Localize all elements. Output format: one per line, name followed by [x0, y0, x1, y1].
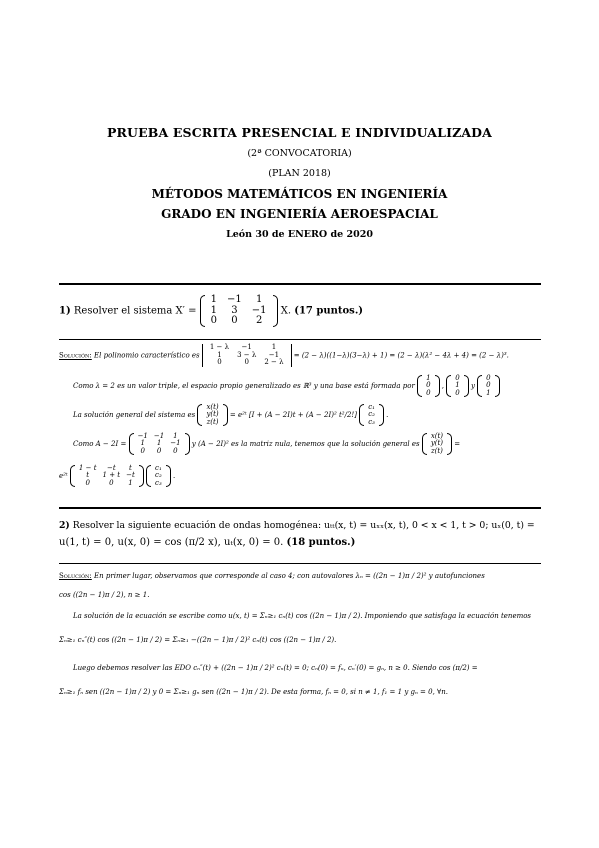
a-minus-2i-matrix: −1 −1 1 1 1 −1 0 0 0 — [129, 433, 190, 455]
problem-1-matrix: 1 −1 1 1 3 −1 0 0 2 — [200, 295, 278, 327]
problem-2-line-2: u(1, t) = 0, u(x, 0) = cos (π/2 x), uₜ(x, 0) = 0. (18 puntos.) — [59, 537, 356, 548]
exam-title: PRUEBA ESCRITA PRESENCIAL E INDIVIDUALIZADA — [106, 125, 493, 140]
solution-2-line-4: Σₙ≥₁ cₙ″(t) cos ((2n − 1)π / 2) = Σₙ≥₁ −((2n − 1)π / 2)² cₙ(t) cos ((2n − 1)π / 2). — [59, 636, 337, 644]
subject-title: MÉTODOS MATEMÁTICOS EN INGENIERÍA — [151, 187, 448, 201]
constants-vector-2: c₁ c₂ c₃ — [146, 465, 171, 487]
problem-1-statement-pre: Resolver el sistema X′ = — [73, 305, 197, 317]
problem-2-number: 2) — [59, 520, 70, 531]
problem-2-line-1: 2) Resolver la siguiente ecuación de ondas homogénea: uₜₜ(x, t) = uₓₓ(x, t), 0 < x < 1, t > 0; uₓ(0, t) = — [59, 520, 535, 531]
problem-2-rule — [59, 563, 541, 564]
solution-2-line-2: cos ((2n − 1)π / 2), n ≥ 1. — [59, 591, 150, 599]
exam-convocatoria: (2ª CONVOCATORIA) — [247, 148, 352, 159]
solution-2-line-1: Solución: En primer lugar, observamos que corresponde al caso 4; con autovalores λₙ = ((2n − 1)π / 2)² y autofunciones — [59, 572, 485, 580]
solution-1-line-4: Como A − 2I = −1 −1 1 1 1 −1 0 0 0 y (A − 2I)² es la matriz nula, tenemos que la solución general es x(t) y(t) z(t) = — [73, 432, 461, 455]
constants-vector: c₁ c₂ c₃ — [359, 404, 384, 426]
characteristic-determinant: 1 − λ −1 1 1 3 − λ −1 0 0 2 − λ — [202, 344, 292, 367]
basis-vector-1: 1 0 0 — [417, 375, 439, 397]
general-solution-matrix: 1 − t −t t t 1 + t −t 0 0 1 — [70, 465, 144, 487]
exam-date: León 30 de ENERO de 2020 — [226, 229, 373, 240]
solution-2-line-5: Luego debemos resolver las EDO cₙ″(t) + ((2n − 1)π / 2)² cₙ(t) = 0; cₙ(0) = fₙ, cₙ′(0) = gₙ, n ≥ 0. Siendo cos (π/2) = — [73, 664, 478, 672]
mid-rule — [59, 507, 541, 509]
degree-title: GRADO EN INGENIERÍA AEROESPACIAL — [161, 207, 438, 221]
problem-1-rule — [59, 339, 541, 340]
problem-2-points: (18 puntos.) — [286, 537, 356, 548]
solution-2-line-3: La solución de la ecuación se escribe como u(x, t) = Σₙ≥₁ cₙ(t) cos ((2n − 1)π / 2). Imponiendo que satisfaga la ecuación tenemos — [73, 612, 532, 620]
basis-vector-3: 0 0 1 — [477, 375, 499, 397]
xyz-vector: x(t) y(t) z(t) — [197, 404, 227, 426]
solution-1-line-3: La solución general del sistema es x(t) y(t) z(t) = e²ᵗ [I + (A − 2I)t + (A − 2I)² t²/2!] c₁ c₂ c₃ . — [73, 403, 389, 426]
problem-1-statement-post: X. — [280, 305, 292, 317]
top-rule — [59, 283, 541, 285]
solution-1-line-2: Como λ = 2 es un valor triple, el espacio propio generalizado es ℝ³ y una base está formada por 1 0 0 , 0 1 0 y 0 0 1 — [73, 375, 500, 397]
exam-plan: (PLAN 2018) — [268, 168, 331, 179]
problem-1-points: (17 puntos.) — [294, 305, 364, 317]
solution-1-line-1: Solución: El polinomio característico es 1 − λ −1 1 1 3 − λ −1 0 0 2 − λ = (2 − λ)((1−λ)(3−λ) + 1) = (2 − λ)(λ² − 4λ + 4) = (2 − λ)³. — [59, 343, 509, 367]
solution-1-label: Solución: — [59, 351, 92, 360]
solution-1-line-5: e²ᵗ 1 − t −t t t 1 + t −t 0 0 1 c₁ c₂ c₃ . — [59, 464, 176, 487]
problem-1-number: 1) — [59, 305, 71, 317]
solution-2-label: Solución: — [59, 572, 92, 580]
basis-vector-2: 0 1 0 — [446, 375, 468, 397]
problem-1 — [59, 295, 363, 327]
xyz-vector-2: x(t) y(t) z(t) — [422, 433, 452, 455]
solution-2-line-6: Σₙ≥₁ fₙ sen ((2n − 1)π / 2) y 0 = Σₙ≥₁ gₙ sen ((2n − 1)π / 2). De esta forma, fₙ = 0, si n ≠ 1, f₁ = 1 y gₙ = 0, ∀n. — [59, 688, 448, 696]
